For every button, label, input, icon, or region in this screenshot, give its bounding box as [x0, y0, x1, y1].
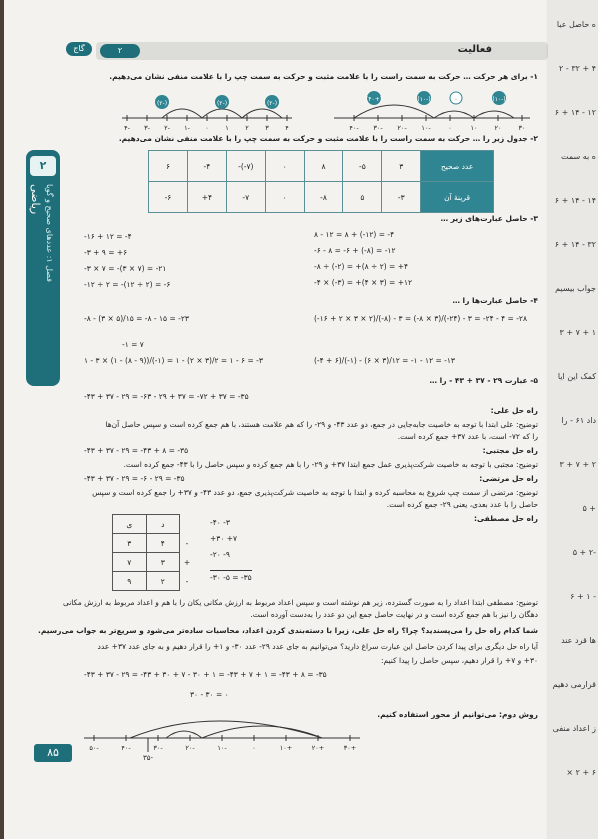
morteza-title: راه حل مرتضی: [479, 474, 538, 483]
jump-label: (-۱۰) [492, 96, 506, 103]
tick-label: -۳۰ [153, 744, 163, 752]
expanded-result: -۳۰ -۵ = -۳۵ [210, 570, 252, 582]
q2-prompt: ۲- جدول زیر را … حرکت به سمت راست را با علامت مثبت و حرکت به سمت چپ را با علامت منفی نشان می‌دهیم. [118, 134, 538, 143]
row-header: قرینهٔ آن [421, 182, 494, 213]
bracket-note: ۳۰ - ۳۰ = ۰ [190, 690, 229, 699]
ali-desc: را که ۷۲- است، با عدد ۳۷+ جمع کرده است. [397, 432, 538, 441]
mojtaba-title: راه حل مجتبی: [482, 446, 538, 455]
tick-label: -۳۰ [373, 124, 383, 132]
axis-number-line [84, 712, 364, 772]
jump-label: (-۱۰) [417, 96, 431, 103]
tick-label: -۴۰ [121, 744, 131, 752]
sign: + [183, 557, 191, 567]
sign: - [185, 576, 189, 586]
table-header: د [146, 515, 180, 534]
edge-text: ز اعداد منفی [552, 724, 596, 733]
edge-text: ه حاصل عبا [556, 20, 596, 29]
edge-text: داد ۶۱ - را [561, 416, 596, 425]
axis-result: -۳۵ [142, 754, 154, 762]
tick-label: +۳۰ [343, 744, 357, 752]
table-cell: +۴ [187, 182, 226, 213]
morteza-line: -۴۳ + ۳۷ - ۲۹ = -۶ - ۲۹ = -۳۵ [84, 474, 185, 483]
tick-label: ۲۰ [494, 124, 502, 132]
table-cell: ۰ [265, 151, 304, 182]
tick-label: ۴ [285, 124, 289, 132]
method-two: روش دوم: می‌توانیم از محور استفاده کنیم. [377, 710, 538, 719]
row-header: عدد صحیح [421, 151, 494, 182]
q5-line: -۴۳ + ۳۷ - ۲۹ = -۶۳ - ۲۹ + ۳۷ = -۷۲ + ۳۷ = -۳۵ [84, 392, 249, 401]
table-cell: ۶ [149, 151, 188, 182]
expanded-line: -۴۰ -۳ [210, 518, 230, 527]
q5-prompt: ۵- عبارت ۲۹ - ۳۷ + ۴۳ - را … [429, 376, 538, 385]
edge-text: ه به سمت [561, 152, 596, 161]
tick-label: ۱۰ [470, 124, 478, 132]
right-number-line [334, 86, 534, 134]
table-cell: ۰ [265, 182, 304, 213]
ali-title: راه حل علی: [490, 406, 538, 415]
activity-number: ۲ [100, 44, 140, 58]
table-header: ی [113, 515, 147, 534]
morteza-desc: توضیح: مرتضی از سمت چپ شروع به محاسبه کرده و ابتدا با توجه به خاصیت شرکت‌پذیری جمع، دو عدد ۴۳- و ۳۷+ را جمع کرده است و سپس [92, 488, 538, 497]
place-value-table [112, 514, 194, 591]
edge-text: -۲ + ۵ [572, 548, 596, 557]
jump-label: (+۴۰) [365, 96, 383, 103]
tick-label: ۰ [205, 124, 209, 132]
tick-label: -۱۰ [421, 124, 431, 132]
tick-label: ۰ [448, 124, 452, 132]
activity-header [96, 42, 548, 60]
q3-line: -۸ ÷ (-۲) = +(۸ ÷ ۲) = +۴ [314, 262, 409, 271]
table-cell: -(-۷) [226, 151, 265, 182]
q3-line: ۸ - ۱۲ = ۸ + (-۱۲) = -۴ [314, 230, 395, 239]
alternative-line: -۴۳ + ۳۷ - ۲۹ = -۴۳ + ۳۰ + ۷ - ۳۰ + ۱ = -۴۳ + ۷ + ۱ = -۴۳ + ۸ = -۳۵ [84, 670, 327, 679]
tick-label: ۱ [225, 124, 229, 132]
tick-label: -۵۰ [89, 744, 99, 752]
edge-text: ۲ + ۷ + ۳ [559, 460, 596, 469]
sign: - [185, 538, 189, 548]
edge-text: ۱ + ۷ + ۳ [559, 328, 596, 337]
chapter-label: فصل ۱: عددهای صحیح و گویا [45, 184, 54, 282]
tick-label: ۰ [252, 744, 256, 752]
textbook-page [4, 0, 552, 839]
mostafa-title: راه حل مصطفی: [474, 514, 538, 523]
publisher-logo: گاج [66, 42, 92, 56]
left-number-line [122, 90, 297, 134]
jump-label: ۰ [454, 96, 458, 103]
edge-text: + ۵ [582, 504, 596, 513]
edge-text: ۴ + ۳۲ - ۲ [559, 64, 596, 73]
edge-text: - ۱ + ۶ [570, 592, 596, 601]
tick-label: -۱۰ [217, 744, 227, 752]
edge-text: ۶ + ۲ × [566, 768, 596, 777]
page-number: ۸۵ [34, 744, 72, 762]
q4-line: (-۱۶ + ۲ × ۳ × ۲)/(-۸) - ۳ = (-۸ × ۳)/(-۲۴) - ۳ = -۲۴ - ۴ = -۲۸ [314, 314, 527, 323]
expanded-line: +۳۰ +۷ [210, 534, 238, 543]
subject-label: ریاضی [29, 184, 42, 215]
table-cell: ۳ [382, 151, 421, 182]
tick-label: -۱ [184, 124, 190, 132]
edge-text: کمک این ایا [557, 372, 596, 381]
table-cell: ۸ [304, 151, 343, 182]
table-cell: -۴ [187, 151, 226, 182]
q4-line: (-۴ + ۶)/(-۱) - (۶ × ۳)/۱۲ = -۱ - ۱۲ = -۱۳ [314, 356, 455, 365]
table-row [113, 534, 195, 553]
table-row [149, 182, 494, 213]
table-cell: ۴ [146, 534, 180, 553]
table-cell: ۵ [343, 182, 382, 213]
table-cell: ۳ [113, 534, 147, 553]
table-cell: ۳ [146, 553, 180, 572]
q3-line: -۴ × (-۳) = +(۴ × ۳) = +۱۲ [314, 278, 413, 287]
q3-line: -۳ + ۹ = +۶ [84, 248, 128, 257]
table-cell: ۷ [113, 553, 147, 572]
table-row [113, 553, 195, 572]
table-cell: -۸ [304, 182, 343, 213]
q4-line: ۱ - ۳ × (۱ - (۸ - ۹))/(-۱) = ۱ - (۲ × ۳)/۲ = ۱ - ۶ = -۳ [84, 356, 263, 365]
table-cell: -۷ [226, 182, 265, 213]
table-row [149, 151, 494, 182]
activity-title: فعالیت [457, 44, 492, 55]
expanded-line: -۲۰ -۹ [210, 550, 230, 559]
jump-label: (-۲) [266, 100, 278, 107]
edge-text: ۱۴ - ۱۴ + ۶ [554, 196, 596, 205]
tick-label: -۴۰ [349, 124, 359, 132]
mojtaba-line: -۴۳ + ۳۷ - ۲۹ = -۴۳ + ۸ = -۳۵ [84, 446, 189, 455]
ali-desc: توضیح: علی ابتدا با توجه به خاصیت جابه‌جایی در جمع، دو عدد ۴۳- و ۲۹- را که هم علامت هستند، با هم جمع کرده است و سپس حاصل آن‌ها [105, 420, 538, 429]
tick-label: +۲۰ [311, 744, 325, 752]
edge-text: قرارمی دهیم [552, 680, 596, 689]
mostafa-desc: دهگان را نیز با هم جمع کرده است و در نهایت حاصل جمع این دو عدد را به‌دست آورده است. [250, 610, 538, 619]
tick-label: -۲ [164, 124, 170, 132]
edge-text: ۳۲ - ۱۴ + ۶ [554, 240, 596, 249]
table-cell: ۹ [113, 572, 147, 591]
tick-label: ۲ [245, 124, 249, 132]
table-cell: -۳ [382, 182, 421, 213]
q3-prompt: ۳- حاصل عبارت‌های زیر … [440, 214, 538, 223]
q4-line: -۸ - (۳ × ۵)/۱۵ = -۸ - ۱۵ = -۲۳ [84, 314, 189, 323]
q3-line: -۱۶ + ۱۲ = -۴ [84, 232, 132, 241]
q4-bubble: -۱ = ۷ [122, 340, 144, 349]
mojtaba-desc: توضیح: مجتبی با توجه به خاصیت شرکت‌پذیری عمل جمع ابتدا ۳۷+ و ۲۹- را با هم جمع کرده و سپس حاصل را با ۴۳- جمع کرده است. [123, 460, 538, 469]
q3-line: -۶ - ۸ = -۶ + (-۸) = -۱۲ [314, 246, 396, 255]
alternative-question: ۳۰+ و ۷+ را قرار دهیم، سپس حاصل را پیدا کنیم: [380, 656, 538, 665]
table-row [113, 572, 195, 591]
preferred-answer: شما کدام راه حل را می‌پسندید؟ چرا؟ راه حل علی، زیرا با دسته‌بندی کردن اعداد، محاسبات ساده‌تر می‌شود و سریع‌تر به جواب می‌رسیم. [37, 626, 538, 635]
q3-line: -۱۲ ÷ ۲ = -(۱۲ ÷ ۲) = -۶ [84, 280, 171, 289]
edge-text: ها قرد عند [561, 636, 596, 645]
table-cell: -۵ [343, 151, 382, 182]
morteza-desc: حاصل را با عدد بعدی، یعنی ۲۹- جمع کرده است. [386, 500, 538, 509]
tick-label: ۳۰ [518, 124, 526, 132]
tick-label: -۲۰ [185, 744, 195, 752]
tick-label: -۴ [124, 124, 130, 132]
tab-number: ۲ [30, 156, 56, 176]
alternative-question: آیا راه حل دیگری برای پیدا کردن حاصل این عبارت سراغ دارید؟ می‌توانیم به جای عدد ۲۹- عدد ۳۰- و ۱+ را قرار دهیم و به جای عدد ۳۷+ عدد [97, 642, 538, 651]
mostafa-desc: توضیح: مصطفی ابتدا اعداد را به صورت گسترده، زیر هم نوشته است و سپس اعداد مربوط به ارزش مکانی یکان را با هم و اعداد مربوط به ارزش مکانی [62, 598, 538, 607]
chapter-side-tab [26, 150, 60, 386]
adjacent-page-edge [548, 0, 598, 839]
tick-label: -۲۰ [397, 124, 407, 132]
edge-text: ۱۲ - ۱۴ + ۶ [554, 108, 596, 117]
q1-prompt: ۱- برای هر حرکت … حرکت به سمت راست را با علامت مثبت و حرکت به سمت چپ را با علامت منفی نشان می‌دهیم. [109, 72, 538, 81]
edge-text: جواب بیسیم [555, 284, 596, 293]
table-cell: -۶ [149, 182, 188, 213]
tick-label: ۳ [265, 124, 269, 132]
table-row [113, 515, 195, 534]
jump-label: (-۲) [216, 100, 228, 107]
table-cell: ۲ [146, 572, 180, 591]
opposites-table [148, 150, 494, 213]
tick-label: +۱۰ [279, 744, 293, 752]
q4-prompt: ۴- حاصل عبارت‌ها را … [452, 296, 538, 305]
jump-label: (-۲) [156, 100, 168, 107]
q3-line: -۳ × ۷ = -(۳ × ۷) = -۲۱ [84, 264, 167, 273]
tick-label: -۳ [144, 124, 150, 132]
